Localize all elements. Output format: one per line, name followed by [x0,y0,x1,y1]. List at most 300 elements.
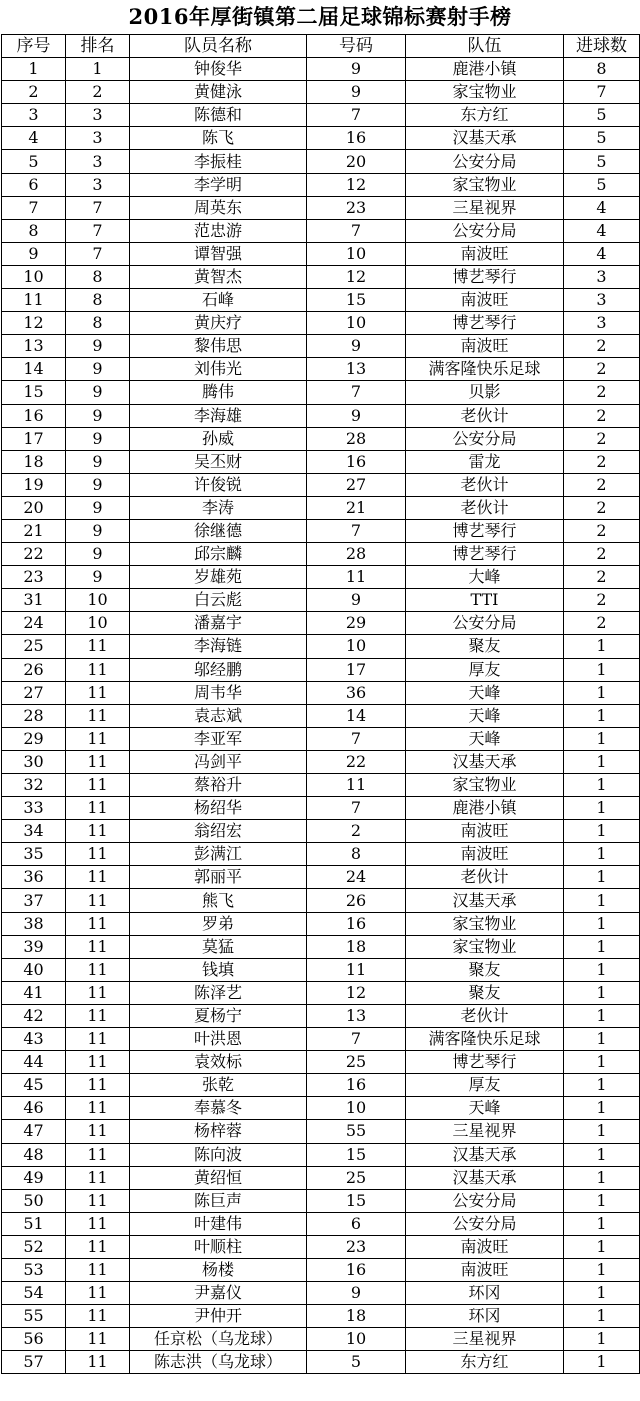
rank-cell: 11 [66,1328,130,1351]
goals-cell: 2 [564,358,640,381]
table-row [2,935,640,958]
team-cell: 南波旺 [406,1258,564,1281]
jersey-number-cell: 7 [307,519,406,542]
table-row [2,312,640,335]
serial-no-cell: 6 [2,173,66,196]
table-row [2,289,640,312]
serial-no-cell: 31 [2,589,66,612]
rank-cell: 9 [66,473,130,496]
goals-cell: 1 [564,727,640,750]
serial-no-cell: 16 [2,404,66,427]
goals-cell: 5 [564,104,640,127]
player-name-cell: 张乾 [130,1074,307,1097]
team-cell: 汉基天承 [406,1143,564,1166]
rank-cell: 8 [66,265,130,288]
table-row [2,1028,640,1051]
team-cell: TTI [406,589,564,612]
serial-no-cell: 34 [2,820,66,843]
table-header-row [2,35,640,58]
jersey-number-cell: 15 [307,1143,406,1166]
rank-cell: 9 [66,450,130,473]
serial-no-cell: 7 [2,196,66,219]
rank-cell: 11 [66,727,130,750]
jersey-number-cell: 15 [307,289,406,312]
goals-cell: 1 [564,1074,640,1097]
goals-cell: 2 [564,566,640,589]
serial-no-cell: 29 [2,727,66,750]
team-cell: 老伙计 [406,473,564,496]
goals-cell: 3 [564,312,640,335]
player-name-cell: 罗弟 [130,912,307,935]
serial-no-cell: 11 [2,289,66,312]
rank-cell: 11 [66,750,130,773]
table-row [2,450,640,473]
goals-cell: 1 [564,912,640,935]
player-name-cell: 许俊锐 [130,473,307,496]
goals-cell: 2 [564,612,640,635]
goals-cell: 1 [564,1120,640,1143]
rank-cell: 11 [66,1351,130,1374]
jersey-number-cell: 23 [307,1235,406,1258]
table-row [2,1258,640,1281]
rank-cell: 11 [66,1074,130,1097]
table-row [2,404,640,427]
table-row [2,1282,640,1305]
jersey-number-cell: 36 [307,681,406,704]
player-name-cell: 陈志洪（乌龙球） [130,1351,307,1374]
serial-no-cell: 21 [2,519,66,542]
player-name-cell: 奉慕冬 [130,1097,307,1120]
rank-cell: 11 [66,1143,130,1166]
table-body [2,58,640,1374]
player-name-cell: 蔡裕升 [130,774,307,797]
serial-no-cell: 10 [2,265,66,288]
goals-cell: 1 [564,750,640,773]
team-cell: 厚友 [406,1074,564,1097]
table-row [2,866,640,889]
goals-cell: 1 [564,1051,640,1074]
rank-cell: 9 [66,427,130,450]
goals-cell: 1 [564,1282,640,1305]
rank-cell: 3 [66,104,130,127]
team-cell: 家宝物业 [406,912,564,935]
jersey-number-cell: 10 [307,635,406,658]
jersey-number-cell: 6 [307,1212,406,1235]
jersey-number-cell: 16 [307,1074,406,1097]
table-row [2,681,640,704]
player-name-cell: 范忠游 [130,219,307,242]
header-jersey-number: 号码 [307,35,406,58]
jersey-number-cell: 18 [307,935,406,958]
goals-cell: 1 [564,1235,640,1258]
table-row [2,543,640,566]
goals-cell: 1 [564,935,640,958]
rank-cell: 11 [66,889,130,912]
table-row [2,727,640,750]
goals-cell: 1 [564,658,640,681]
rank-cell: 1 [66,58,130,81]
table-row [2,358,640,381]
goals-cell: 2 [564,427,640,450]
team-cell: 三星视界 [406,1328,564,1351]
player-name-cell: 岁雄苑 [130,566,307,589]
table-row [2,1305,640,1328]
serial-no-cell: 45 [2,1074,66,1097]
goals-cell: 2 [564,404,640,427]
team-cell: 汉基天承 [406,889,564,912]
goals-cell: 1 [564,1351,640,1374]
serial-no-cell: 23 [2,566,66,589]
rank-cell: 11 [66,958,130,981]
goals-cell: 1 [564,681,640,704]
table-row [2,912,640,935]
rank-cell: 11 [66,981,130,1004]
serial-no-cell: 57 [2,1351,66,1374]
rank-cell: 11 [66,704,130,727]
serial-no-cell: 26 [2,658,66,681]
serial-no-cell: 52 [2,1235,66,1258]
rank-cell: 7 [66,242,130,265]
table-row [2,589,640,612]
rank-cell: 11 [66,681,130,704]
team-cell: 环冈 [406,1305,564,1328]
player-name-cell: 黎伟思 [130,335,307,358]
jersey-number-cell: 18 [307,1305,406,1328]
team-cell: 南波旺 [406,843,564,866]
jersey-number-cell: 9 [307,1282,406,1305]
player-name-cell: 陈飞 [130,127,307,150]
serial-no-cell: 54 [2,1282,66,1305]
table-row [2,242,640,265]
player-name-cell: 黄智杰 [130,265,307,288]
team-cell: 满客隆快乐足球 [406,1028,564,1051]
rank-cell: 11 [66,774,130,797]
table-row [2,104,640,127]
goals-cell: 1 [564,981,640,1004]
player-name-cell: 李涛 [130,496,307,519]
serial-no-cell: 39 [2,935,66,958]
rank-cell: 9 [66,404,130,427]
header-player-name: 队员名称 [130,35,307,58]
player-name-cell: 叶建伟 [130,1212,307,1235]
jersey-number-cell: 7 [307,1028,406,1051]
table-row [2,1004,640,1027]
player-name-cell: 黄健泳 [130,81,307,104]
player-name-cell: 冯剑平 [130,750,307,773]
goals-cell: 5 [564,150,640,173]
goals-cell: 2 [564,473,640,496]
rank-cell: 11 [66,1189,130,1212]
table-row [2,635,640,658]
jersey-number-cell: 15 [307,1189,406,1212]
player-name-cell: 袁效标 [130,1051,307,1074]
serial-no-cell: 28 [2,704,66,727]
rank-cell: 9 [66,496,130,519]
header-rank: 排名 [66,35,130,58]
team-cell: 三星视界 [406,196,564,219]
goals-cell: 1 [564,1166,640,1189]
goals-cell: 2 [564,381,640,404]
goals-cell: 4 [564,219,640,242]
goals-cell: 1 [564,1004,640,1027]
rank-cell: 7 [66,196,130,219]
rank-cell: 11 [66,658,130,681]
serial-no-cell: 36 [2,866,66,889]
table-row [2,1189,640,1212]
rank-cell: 11 [66,866,130,889]
player-name-cell: 叶洪恩 [130,1028,307,1051]
goals-cell: 5 [564,173,640,196]
team-cell: 公安分局 [406,219,564,242]
team-cell: 南波旺 [406,242,564,265]
table-row [2,889,640,912]
scorers-table [1,34,640,1374]
table-row [2,265,640,288]
serial-no-cell: 13 [2,335,66,358]
jersey-number-cell: 2 [307,820,406,843]
rank-cell: 11 [66,1028,130,1051]
rank-cell: 11 [66,1212,130,1235]
rank-cell: 3 [66,173,130,196]
table-row [2,1051,640,1074]
rank-cell: 9 [66,566,130,589]
team-cell: 南波旺 [406,335,564,358]
table-row [2,704,640,727]
rank-cell: 11 [66,1120,130,1143]
serial-no-cell: 49 [2,1166,66,1189]
serial-no-cell: 37 [2,889,66,912]
serial-no-cell: 25 [2,635,66,658]
serial-no-cell: 2 [2,81,66,104]
player-name-cell: 潘嘉宇 [130,612,307,635]
rank-cell: 11 [66,935,130,958]
team-cell: 博艺琴行 [406,1051,564,1074]
jersey-number-cell: 55 [307,1120,406,1143]
team-cell: 公安分局 [406,1189,564,1212]
rank-cell: 11 [66,1235,130,1258]
table-row [2,196,640,219]
team-cell: 博艺琴行 [406,543,564,566]
rank-cell: 3 [66,150,130,173]
rank-cell: 9 [66,335,130,358]
player-name-cell: 尹仲开 [130,1305,307,1328]
serial-no-cell: 46 [2,1097,66,1120]
team-cell: 满客隆快乐足球 [406,358,564,381]
jersey-number-cell: 9 [307,58,406,81]
player-name-cell: 钟俊华 [130,58,307,81]
table-row [2,612,640,635]
player-name-cell: 周韦华 [130,681,307,704]
team-cell: 公安分局 [406,150,564,173]
team-cell: 天峰 [406,727,564,750]
goals-cell: 4 [564,242,640,265]
header-team: 队伍 [406,35,564,58]
team-cell: 家宝物业 [406,935,564,958]
rank-cell: 11 [66,912,130,935]
rank-cell: 9 [66,381,130,404]
team-cell: 厚友 [406,658,564,681]
table-row [2,1120,640,1143]
serial-no-cell: 8 [2,219,66,242]
team-cell: 公安分局 [406,427,564,450]
rank-cell: 9 [66,543,130,566]
player-name-cell: 刘伟光 [130,358,307,381]
serial-no-cell: 4 [2,127,66,150]
jersey-number-cell: 22 [307,750,406,773]
serial-no-cell: 24 [2,612,66,635]
jersey-number-cell: 25 [307,1051,406,1074]
team-cell: 家宝物业 [406,774,564,797]
jersey-number-cell: 23 [307,196,406,219]
jersey-number-cell: 11 [307,774,406,797]
goals-cell: 1 [564,1097,640,1120]
player-name-cell: 吴丕财 [130,450,307,473]
goals-cell: 2 [564,543,640,566]
team-cell: 天峰 [406,681,564,704]
team-cell: 公安分局 [406,1212,564,1235]
table-row [2,173,640,196]
goals-cell: 1 [564,1328,640,1351]
goals-cell: 1 [564,1258,640,1281]
player-name-cell: 李海雄 [130,404,307,427]
jersey-number-cell: 12 [307,265,406,288]
jersey-number-cell: 13 [307,358,406,381]
goals-cell: 1 [564,1189,640,1212]
jersey-number-cell: 7 [307,104,406,127]
jersey-number-cell: 10 [307,1328,406,1351]
rank-cell: 10 [66,612,130,635]
table-row [2,958,640,981]
page-title: 2016年厚街镇第二届足球锦标赛射手榜 [128,4,512,29]
rank-cell: 11 [66,797,130,820]
player-name-cell: 钱填 [130,958,307,981]
jersey-number-cell: 11 [307,958,406,981]
serial-no-cell: 42 [2,1004,66,1027]
player-name-cell: 腾伟 [130,381,307,404]
goals-cell: 1 [564,889,640,912]
table-row [2,1212,640,1235]
player-name-cell: 陈泽艺 [130,981,307,1004]
player-name-cell: 黄庆疗 [130,312,307,335]
serial-no-cell: 14 [2,358,66,381]
team-cell: 老伙计 [406,1004,564,1027]
team-cell: 南波旺 [406,1235,564,1258]
goals-cell: 2 [564,335,640,358]
serial-no-cell: 40 [2,958,66,981]
jersey-number-cell: 9 [307,404,406,427]
jersey-number-cell: 12 [307,173,406,196]
player-name-cell: 徐继德 [130,519,307,542]
serial-no-cell: 30 [2,750,66,773]
team-cell: 汉基天承 [406,127,564,150]
rank-cell: 11 [66,1258,130,1281]
player-name-cell: 石峰 [130,289,307,312]
rank-cell: 11 [66,1166,130,1189]
table-row [2,797,640,820]
player-name-cell: 任京松（乌龙球） [130,1328,307,1351]
player-name-cell: 杨梓蓉 [130,1120,307,1143]
table-row [2,81,640,104]
serial-no-cell: 17 [2,427,66,450]
serial-no-cell: 18 [2,450,66,473]
serial-no-cell: 50 [2,1189,66,1212]
player-name-cell: 熊飞 [130,889,307,912]
player-name-cell: 黄绍恒 [130,1166,307,1189]
table-row [2,473,640,496]
goals-cell: 2 [564,496,640,519]
rank-cell: 9 [66,519,130,542]
table-row [2,150,640,173]
jersey-number-cell: 20 [307,150,406,173]
team-cell: 天峰 [406,1097,564,1120]
rank-cell: 2 [66,81,130,104]
goals-cell: 3 [564,265,640,288]
jersey-number-cell: 10 [307,242,406,265]
jersey-number-cell: 11 [307,566,406,589]
jersey-number-cell: 5 [307,1351,406,1374]
jersey-number-cell: 9 [307,589,406,612]
team-cell: 鹿港小镇 [406,58,564,81]
team-cell: 博艺琴行 [406,312,564,335]
team-cell: 聚友 [406,635,564,658]
jersey-number-cell: 28 [307,543,406,566]
jersey-number-cell: 10 [307,1097,406,1120]
serial-no-cell: 15 [2,381,66,404]
goals-cell: 2 [564,519,640,542]
player-name-cell: 翁绍宏 [130,820,307,843]
team-cell: 天峰 [406,704,564,727]
goals-cell: 1 [564,1143,640,1166]
table-row [2,750,640,773]
jersey-number-cell: 25 [307,1166,406,1189]
jersey-number-cell: 16 [307,1258,406,1281]
jersey-number-cell: 28 [307,427,406,450]
jersey-number-cell: 7 [307,219,406,242]
goals-cell: 1 [564,635,640,658]
jersey-number-cell: 26 [307,889,406,912]
team-cell: 南波旺 [406,289,564,312]
serial-no-cell: 3 [2,104,66,127]
header-goals: 进球数 [564,35,640,58]
table-row [2,1235,640,1258]
jersey-number-cell: 16 [307,127,406,150]
team-cell: 汉基天承 [406,750,564,773]
goals-cell: 7 [564,81,640,104]
goals-cell: 1 [564,843,640,866]
team-cell: 公安分局 [406,612,564,635]
rank-cell: 11 [66,1305,130,1328]
goals-cell: 1 [564,797,640,820]
goals-cell: 2 [564,450,640,473]
table-row [2,658,640,681]
goals-cell: 1 [564,958,640,981]
player-name-cell: 尹嘉仪 [130,1282,307,1305]
jersey-number-cell: 17 [307,658,406,681]
jersey-number-cell: 7 [307,797,406,820]
table-row [2,843,640,866]
table-row [2,427,640,450]
rank-cell: 7 [66,219,130,242]
jersey-number-cell: 14 [307,704,406,727]
goals-cell: 4 [564,196,640,219]
serial-no-cell: 12 [2,312,66,335]
team-cell: 老伙计 [406,866,564,889]
table-row [2,219,640,242]
player-name-cell: 袁志斌 [130,704,307,727]
goals-cell: 1 [564,820,640,843]
jersey-number-cell: 7 [307,381,406,404]
table-row [2,1351,640,1374]
